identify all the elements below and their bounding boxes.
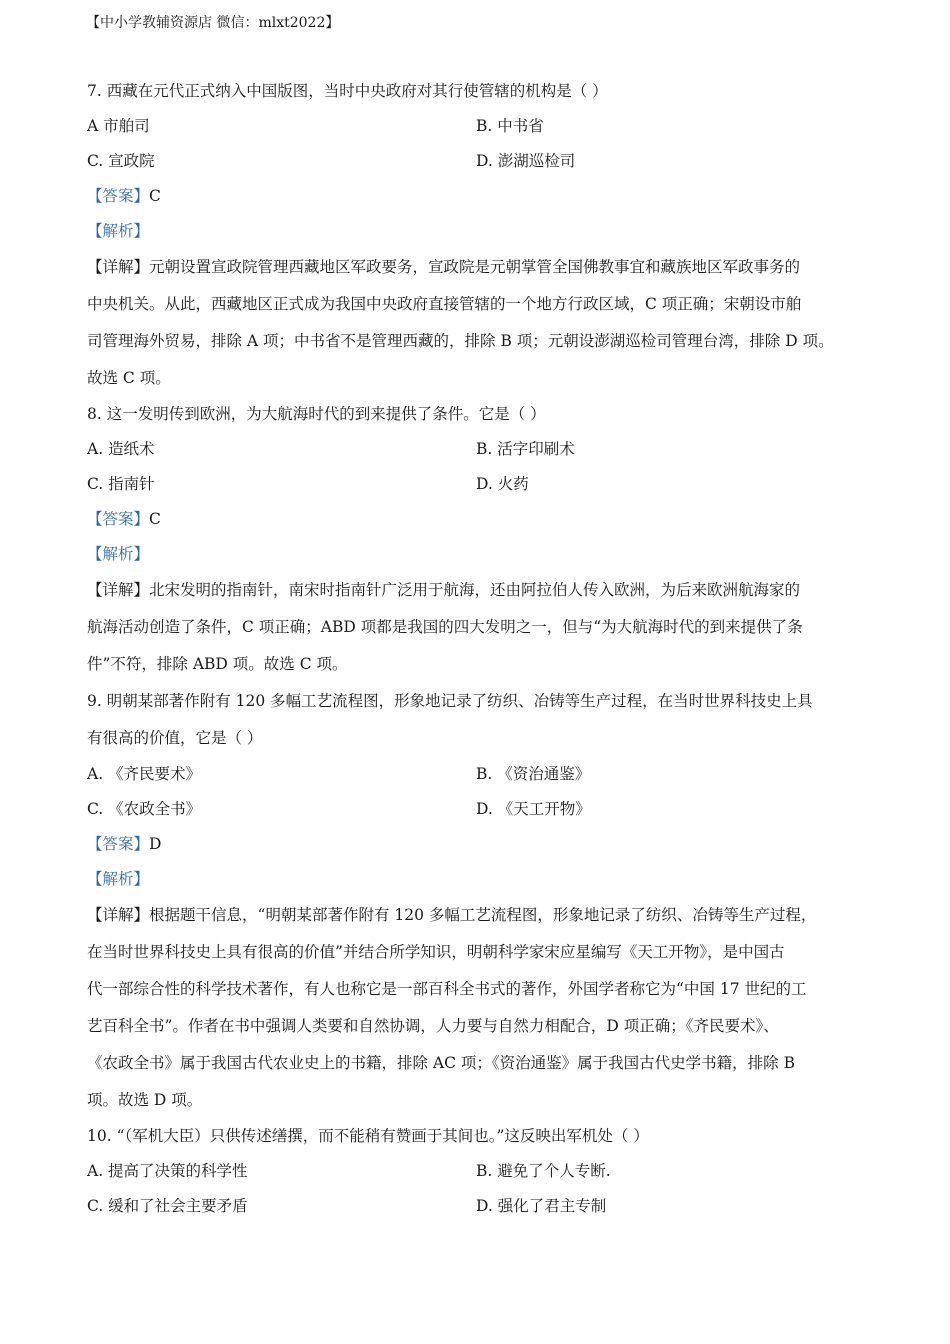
option-a: A 市舶司 bbox=[87, 117, 150, 135]
option-b: B. 中书省 bbox=[476, 117, 544, 135]
option-c: C. 缓和了社会主要矛盾 bbox=[87, 1197, 248, 1215]
detail-line: 中央机关。从此，西藏地区正式成为我国中央政府直接管辖的一个地方行政区域，C 项正确；宋朝设市舶 bbox=[87, 295, 802, 313]
detail-tag: 【详解】 bbox=[87, 581, 150, 599]
answer-value: D bbox=[149, 835, 162, 853]
answer-value: C bbox=[149, 187, 161, 205]
answer-line bbox=[87, 827, 887, 862]
option-a: A. 造纸术 bbox=[87, 440, 155, 458]
option-c: C. 宣政院 bbox=[87, 152, 155, 170]
detail-paragraph bbox=[87, 249, 887, 397]
question-stem: 10. “（军机大臣）只供传述缮撰，而不能稍有赞画于其间也。”这反映出军机处（ ） bbox=[87, 1127, 649, 1145]
detail-line: 【详解】北宋发明的指南针，南宋时指南针广泛用于航海，还由阿拉伯人传入欧洲，为后来欧洲航海家的 bbox=[87, 581, 801, 599]
option-row bbox=[87, 432, 887, 467]
question-7 bbox=[87, 74, 887, 397]
detail-line: 在当时世界科技史上具有很高的价值”并结合所学知识，明朝科学家宋应星编写《天工开物》，是中国古 bbox=[87, 943, 785, 961]
question-stem: 7. 西藏在元代正式纳入中国版图，当时中央政府对其行使管辖的机构是（ ） bbox=[87, 82, 608, 100]
question-stem: 8. 这一发明传到欧洲，为大航海时代的到来提供了条件。它是（ ） bbox=[87, 405, 546, 423]
option-row bbox=[87, 144, 887, 179]
option-d: D. 澎湖巡检司 bbox=[476, 152, 576, 170]
question-stem bbox=[87, 683, 887, 757]
option-d: D. 火药 bbox=[476, 475, 529, 493]
detail-line: 航海活动创造了条件，C 项正确；ABD 项都是我国的四大发明之一，但与“为大航海时代的到来提供了条 bbox=[87, 618, 803, 636]
analysis-line bbox=[87, 862, 887, 897]
answer-line bbox=[87, 179, 887, 214]
question-list bbox=[87, 74, 887, 1224]
option-row bbox=[87, 792, 887, 827]
answer-tag: 【答案】 bbox=[87, 835, 150, 853]
detail-paragraph bbox=[87, 572, 887, 683]
stem-line: 有很高的价值，它是（ ） bbox=[87, 729, 263, 747]
analysis-line bbox=[87, 537, 887, 572]
option-row bbox=[87, 1154, 887, 1189]
option-a: A. 《齐民要术》 bbox=[87, 765, 202, 783]
detail-line: 司管理海外贸易，排除 A 项；中书省不是管理西藏的，排除 B 项；元朝设澎湖巡检司管理台湾，排除 D 项。 bbox=[87, 332, 834, 350]
detail-line: 《农政全书》属于我国古代农业史上的书籍，排除 AC 项；《资治通鉴》属于我国古代史学书籍，排除 B bbox=[87, 1054, 795, 1072]
detail-paragraph bbox=[87, 897, 887, 1119]
analysis-line bbox=[87, 214, 887, 249]
option-b: B. 《资治通鉴》 bbox=[476, 765, 591, 783]
option-d: D. 强化了君主专制 bbox=[476, 1197, 607, 1215]
detail-line: 艺百科全书”。作者在书中强调人类要和自然协调，人力要与自然力相配合，D 项正确；《齐民要术》、 bbox=[87, 1017, 779, 1035]
option-b: B. 避免了个人专断. bbox=[476, 1162, 611, 1180]
detail-line: 项。故选 D 项。 bbox=[87, 1091, 203, 1109]
stem-line: 9. 明朝某部著作附有 120 多幅工艺流程图，形象地记录了纺织、冶铸等生产过程，在当时世界科技史上具 bbox=[87, 692, 813, 710]
detail-line: 故选 C 项。 bbox=[87, 369, 171, 387]
detail-line: 【详解】元朝设置宣政院管理西藏地区军政要务，宣政院是元朝掌管全国佛教事宜和藏族地区军政事务的 bbox=[87, 258, 801, 276]
question-10 bbox=[87, 1119, 887, 1224]
question-9 bbox=[87, 683, 887, 1119]
answer-value: C bbox=[149, 510, 161, 528]
option-row bbox=[87, 467, 887, 502]
detail-line: 【详解】根据题干信息，“明朝某部著作附有 120 多幅工艺流程图，形象地记录了纺织、冶铸等生产过程， bbox=[87, 906, 817, 924]
detail-line: 代一部综合性的科学技术著作，有人也称它是一部百科全书式的著作，外国学者称它为“中国 17 世纪的工 bbox=[87, 980, 807, 998]
analysis-tag: 【解析】 bbox=[87, 870, 150, 888]
answer-line bbox=[87, 502, 887, 537]
analysis-tag: 【解析】 bbox=[87, 545, 150, 563]
analysis-tag: 【解析】 bbox=[87, 222, 150, 240]
option-row bbox=[87, 757, 887, 792]
option-c: C. 指南针 bbox=[87, 475, 155, 493]
answer-tag: 【答案】 bbox=[87, 187, 150, 205]
question-8 bbox=[87, 397, 887, 683]
option-row bbox=[87, 1189, 887, 1224]
option-a: A. 提高了决策的科学性 bbox=[87, 1162, 248, 1180]
option-c: C. 《农政全书》 bbox=[87, 800, 202, 818]
option-b: B. 活字印刷术 bbox=[476, 440, 575, 458]
detail-tag: 【详解】 bbox=[87, 906, 150, 924]
answer-tag: 【答案】 bbox=[87, 510, 150, 528]
option-d: D. 《天工开物》 bbox=[476, 800, 591, 818]
detail-line: 件”不符，排除 ABD 项。故选 C 项。 bbox=[87, 655, 348, 673]
option-row bbox=[87, 109, 887, 144]
page-header: 【中小学教辅资源店 微信：mlxt2022】 bbox=[86, 15, 340, 31]
detail-tag: 【详解】 bbox=[87, 258, 150, 276]
